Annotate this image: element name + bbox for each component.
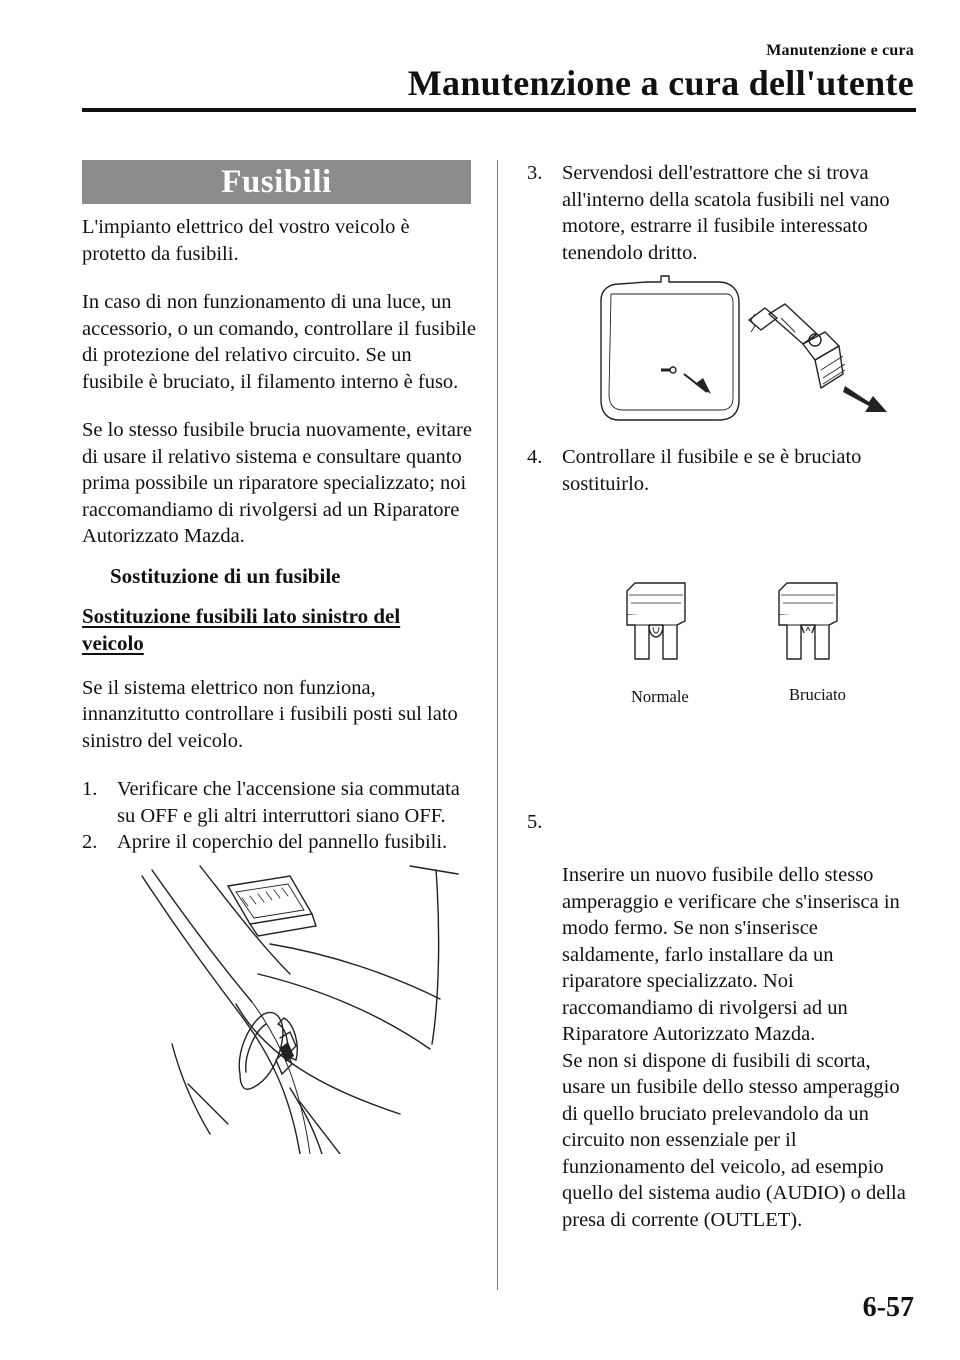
- step-3-text: Servendosi dell'estrattore che si trova all'interno della scatola fusibili nel vano motore, estrarre il fusibile interessato tenendolo dritto.: [562, 162, 890, 264]
- header-rule: [82, 108, 916, 112]
- subheading-replace-fuse: [82, 564, 477, 589]
- step-1: [82, 776, 477, 829]
- chapter-label: Manutenzione e cura: [766, 42, 914, 59]
- right-steps-list-a: [527, 160, 917, 266]
- step-4-text: Controllare il fusibile e se è bruciato sostituirlo.: [562, 446, 862, 495]
- normal-fuse-icon: [621, 581, 691, 661]
- check-paragraph: In caso di non funzionamento di una luce, un accessorio, o un comando, controllare il fusibile di protezione del relativo circuito. Se un fusibile è bruciato, il filamento interno è fuso.: [82, 291, 476, 393]
- step-3: [527, 160, 917, 266]
- step-2-number: 2.: [82, 831, 98, 853]
- intro-paragraph: L'impianto elettrico del vostro veicolo è protetto da fusibili.: [82, 216, 410, 265]
- section-banner: [82, 160, 471, 204]
- normal-fuse-label: Normale: [631, 687, 689, 706]
- page-number: 6-57: [862, 1292, 914, 1323]
- section-title: Fusibili: [221, 163, 332, 200]
- blown-fuse-label: Bruciato: [789, 685, 846, 704]
- step-5: [527, 809, 917, 1233]
- subheading-left-side-line2: veicolo: [82, 630, 144, 655]
- step-3-number: 3.: [527, 162, 543, 184]
- step-4-number: 4.: [527, 446, 543, 468]
- subheading-left-side-line1: Sostituzione fusibili lato sinistro del: [82, 603, 401, 628]
- step-1-number: 1.: [82, 778, 98, 800]
- page-heading: Manutenzione a cura dell'utente: [407, 63, 914, 103]
- step-5-text: Inserire un nuovo fusibile dello stesso amperaggio e verificare che s'inserisca in modo fermo. Se non s'inserisce saldamente, farlo installare da un riparatore specializzato. Noi raccomandiamo di rivolgersi ad un Riparatore Autorizzato Mazda. Se non si dispone di fusibili di scorta, usare un fusibile dello stesso amperaggio di quello bruciato prelevandolo da un circuito non essenziale per il funzionamento del veicolo, ad esempio quello del sistema audio (AUDIO) o della presa di corrente (OUTLET).: [562, 864, 906, 1231]
- subheading-replace-fuse-text: Sostituzione di un fusibile: [110, 563, 341, 588]
- left-steps-list: [82, 776, 477, 856]
- step-2-text: Aprire il coperchio del pannello fusibili.: [117, 831, 448, 853]
- step-1-text: Verificare che l'accensione sia commutata su OFF e gli altri interruttori siano OFF.: [117, 778, 460, 827]
- step-2: [82, 829, 477, 856]
- step-5-number: 5.: [527, 811, 543, 833]
- right-steps-list-b: [527, 444, 917, 497]
- right-steps-list-c: [527, 809, 917, 1233]
- fuse-panel-cover-illustration: [140, 864, 480, 1154]
- electrical-paragraph: Se il sistema elettrico non funziona, innanzitutto controllare i fusibili posti sul lato sinistro del veicolo.: [82, 676, 458, 752]
- fuse-extractor-illustration: [599, 274, 899, 434]
- subheading-bullet-icon: [82, 568, 104, 584]
- column-divider: [497, 160, 498, 1290]
- fuse-comparison-figure: [527, 567, 917, 817]
- right-column: [527, 160, 917, 1233]
- left-column: [82, 214, 477, 1154]
- blown-fuse-icon: [773, 581, 843, 661]
- step-4: [527, 444, 917, 497]
- warning-paragraph: Se lo stesso fusibile brucia nuovamente, evitare di usare il relativo sistema e consultare quanto prima possibile un riparatore specializzato; noi raccomandiamo di rivolgersi ad un Riparatore Autorizzato Mazda.: [82, 419, 472, 547]
- subheading-left-side: [82, 603, 477, 657]
